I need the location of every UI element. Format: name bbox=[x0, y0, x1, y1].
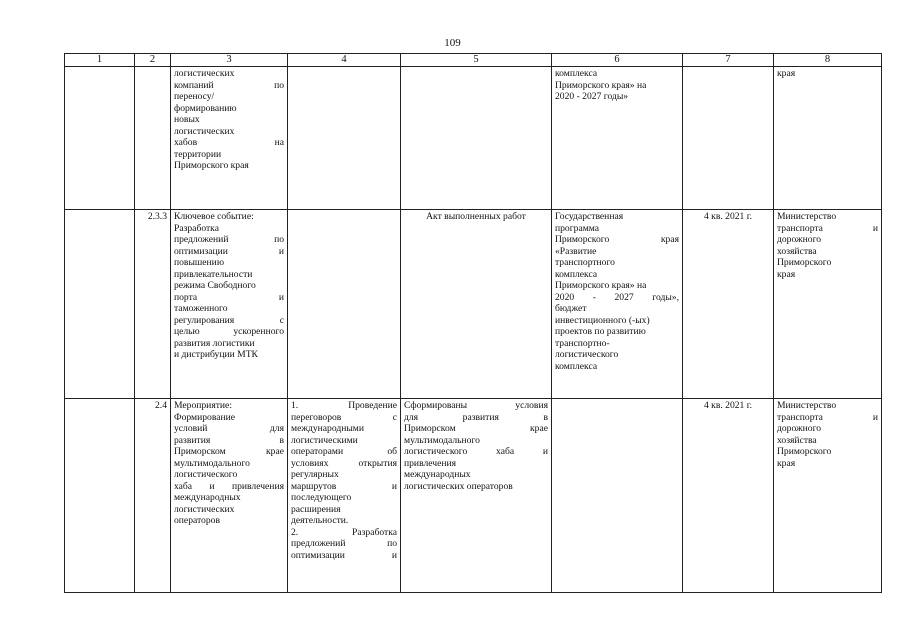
cell-text-line: края bbox=[777, 268, 796, 280]
cell-text-line: порта и bbox=[174, 291, 284, 303]
result-cell bbox=[401, 210, 552, 399]
cell-text-line: бюджет bbox=[555, 303, 587, 314]
cell-text-line: края bbox=[777, 457, 796, 469]
cell-text-line: логистического хаба и bbox=[404, 446, 548, 457]
cell-text-line: таможенного bbox=[174, 303, 228, 314]
cell-text-line: новых bbox=[174, 114, 200, 125]
cell-text-line: регулярных bbox=[291, 469, 339, 480]
cell-text-line: компаний по bbox=[174, 79, 284, 91]
cell-text-line: операторами об bbox=[291, 446, 397, 457]
cell-text-line: режима Свободного bbox=[174, 280, 256, 291]
cell-text-line: предложений по bbox=[174, 234, 284, 245]
cell-text-line: Приморском крае bbox=[174, 446, 284, 457]
cell-text-line: развития в bbox=[174, 434, 284, 446]
cell-text-line: логистических bbox=[174, 125, 235, 137]
cell-text-line: международных bbox=[174, 492, 241, 503]
cell-text-line: комплекса bbox=[555, 268, 598, 280]
cell-text-line: Приморского bbox=[777, 446, 832, 457]
cell-text-line: логистического bbox=[555, 349, 619, 360]
activity-cell bbox=[288, 67, 401, 210]
cell-text-line: Приморского края» на bbox=[555, 79, 647, 91]
cell-text-line: оптимизации и bbox=[291, 549, 397, 561]
cell-text-line: 1. Проведение bbox=[291, 400, 397, 411]
deadline-cell: 4 кв. 2021 г. bbox=[683, 210, 774, 399]
cell-text-line: Акт выполненных работ bbox=[426, 211, 526, 222]
cell-text-line: 2020 - 2027 годы», bbox=[555, 291, 679, 303]
item-number-cell bbox=[135, 67, 171, 210]
cell-text-line: Министерство bbox=[777, 400, 837, 411]
item-number-cell: 2.3.3 bbox=[135, 210, 171, 399]
cell-text-line: Разработка bbox=[174, 222, 219, 234]
cell-text-line: последующего bbox=[291, 492, 352, 503]
page-number: 109 bbox=[444, 37, 461, 49]
cell-text-line: расширения bbox=[291, 503, 341, 515]
name-cell bbox=[171, 210, 288, 399]
cell-text-line: международными bbox=[291, 423, 365, 434]
cell-text-line: дорожного bbox=[777, 234, 822, 245]
cell-text-line: транспорта и bbox=[777, 222, 878, 234]
cell-text-line: привлечения bbox=[404, 457, 457, 469]
cell-text-line: Сформированы условия bbox=[404, 400, 548, 411]
cell-text-line: хаба и привлечения bbox=[174, 480, 284, 492]
cell-text-line: комплекса bbox=[555, 68, 598, 79]
cell-text-line: переговоров с bbox=[291, 411, 397, 423]
cell-text-line: Приморского bbox=[777, 257, 832, 268]
number-cell bbox=[65, 210, 135, 399]
cell-text-line: края bbox=[777, 68, 796, 79]
cell-text-line: регулирования с bbox=[174, 314, 284, 326]
table-row bbox=[65, 399, 882, 593]
cell-text-line: повышению bbox=[174, 257, 224, 268]
cell-text-line: маршрутов и bbox=[291, 480, 397, 492]
source-cell bbox=[552, 67, 683, 210]
result-cell bbox=[401, 67, 552, 210]
column-header: 8 bbox=[774, 54, 882, 67]
column-header: 1 bbox=[65, 54, 135, 67]
item-number-cell: 2.4 bbox=[135, 399, 171, 593]
column-header: 7 bbox=[683, 54, 774, 67]
table-row bbox=[65, 67, 882, 210]
cell-text-line: операторов bbox=[174, 515, 220, 526]
cell-text-line: логистических bbox=[174, 503, 235, 515]
cell-text-line: дорожного bbox=[777, 423, 822, 434]
cell-text-line: транспортно- bbox=[555, 337, 610, 349]
column-number-row bbox=[65, 54, 882, 67]
cell-text-line: условий для bbox=[174, 423, 284, 434]
responsible-cell bbox=[774, 67, 882, 210]
cell-text-line: предложений по bbox=[291, 538, 397, 549]
column-header: 5 bbox=[401, 54, 552, 67]
activity-cell bbox=[288, 399, 401, 593]
deadline-cell bbox=[683, 67, 774, 210]
cell-text-line: транспорта и bbox=[777, 411, 878, 423]
cell-text-line: условиях открытия bbox=[291, 457, 397, 469]
cell-text-line: логистического bbox=[174, 469, 238, 480]
cell-text-line: Формирование bbox=[174, 411, 236, 423]
cell-text-line: логистических bbox=[174, 68, 235, 79]
cell-text-line: Приморского края» на bbox=[555, 280, 647, 291]
cell-text-line: международных bbox=[404, 469, 471, 480]
table-row bbox=[65, 210, 882, 399]
cell-text-line: оптимизации и bbox=[174, 245, 284, 257]
name-cell bbox=[171, 399, 288, 593]
cell-text-line: деятельности. bbox=[291, 515, 349, 526]
cell-text-line: хабов на bbox=[174, 137, 284, 148]
cell-text-line: 2. Разработка bbox=[291, 526, 397, 538]
deadline-cell: 4 кв. 2021 г. bbox=[683, 399, 774, 593]
cell-text-line: хозяйства bbox=[777, 434, 817, 446]
cell-text-line: привлекательности bbox=[174, 268, 253, 280]
cell-text-line: и дистрибуции МТК bbox=[174, 349, 258, 360]
cell-text-line: логистических операторов bbox=[404, 480, 513, 492]
source-cell bbox=[552, 210, 683, 399]
column-header: 2 bbox=[135, 54, 171, 67]
cell-text-line: Мероприятие: bbox=[174, 400, 232, 411]
cell-text-line: хозяйства bbox=[777, 245, 817, 257]
cell-text-line: «Развитие bbox=[555, 245, 597, 257]
cell-text-line: переносу/ bbox=[174, 91, 215, 102]
cell-text-line: Приморского края bbox=[174, 160, 249, 171]
source-cell bbox=[552, 399, 683, 593]
cell-text-line: для развития в bbox=[404, 411, 548, 423]
measures-table bbox=[64, 53, 882, 593]
cell-text-line: формированию bbox=[174, 102, 237, 114]
cell-text-line: мультимодального bbox=[174, 457, 250, 469]
cell-text-line: Приморском крае bbox=[404, 423, 548, 434]
cell-text-line: 2020 - 2027 годы» bbox=[555, 91, 629, 102]
column-header: 4 bbox=[288, 54, 401, 67]
cell-text-line: инвестиционного (-ых) bbox=[555, 314, 650, 326]
cell-text-line: комплекса bbox=[555, 360, 598, 372]
cell-text-line: Государственная bbox=[555, 211, 624, 222]
cell-text-line: Ключевое событие: bbox=[174, 211, 254, 222]
number-cell bbox=[65, 399, 135, 593]
responsible-cell bbox=[774, 399, 882, 593]
cell-text-line: транспортного bbox=[555, 257, 615, 268]
column-header: 3 bbox=[171, 54, 288, 67]
cell-text-line: Приморского края bbox=[555, 234, 679, 245]
number-cell bbox=[65, 67, 135, 210]
name-cell bbox=[171, 67, 288, 210]
column-header: 6 bbox=[552, 54, 683, 67]
cell-text-line: мультимодального bbox=[404, 434, 480, 446]
responsible-cell bbox=[774, 210, 882, 399]
cell-text-line: территории bbox=[174, 148, 222, 160]
activity-cell bbox=[288, 210, 401, 399]
cell-text-line: развития логистики bbox=[174, 337, 255, 349]
cell-text-line: целью ускоренного bbox=[174, 326, 284, 337]
cell-text-line: логистическими bbox=[291, 434, 358, 446]
cell-text-line: программа bbox=[555, 222, 600, 234]
cell-text-line: проектов по развитию bbox=[555, 326, 646, 337]
result-cell bbox=[401, 399, 552, 593]
cell-text-line: Министерство bbox=[777, 211, 837, 222]
